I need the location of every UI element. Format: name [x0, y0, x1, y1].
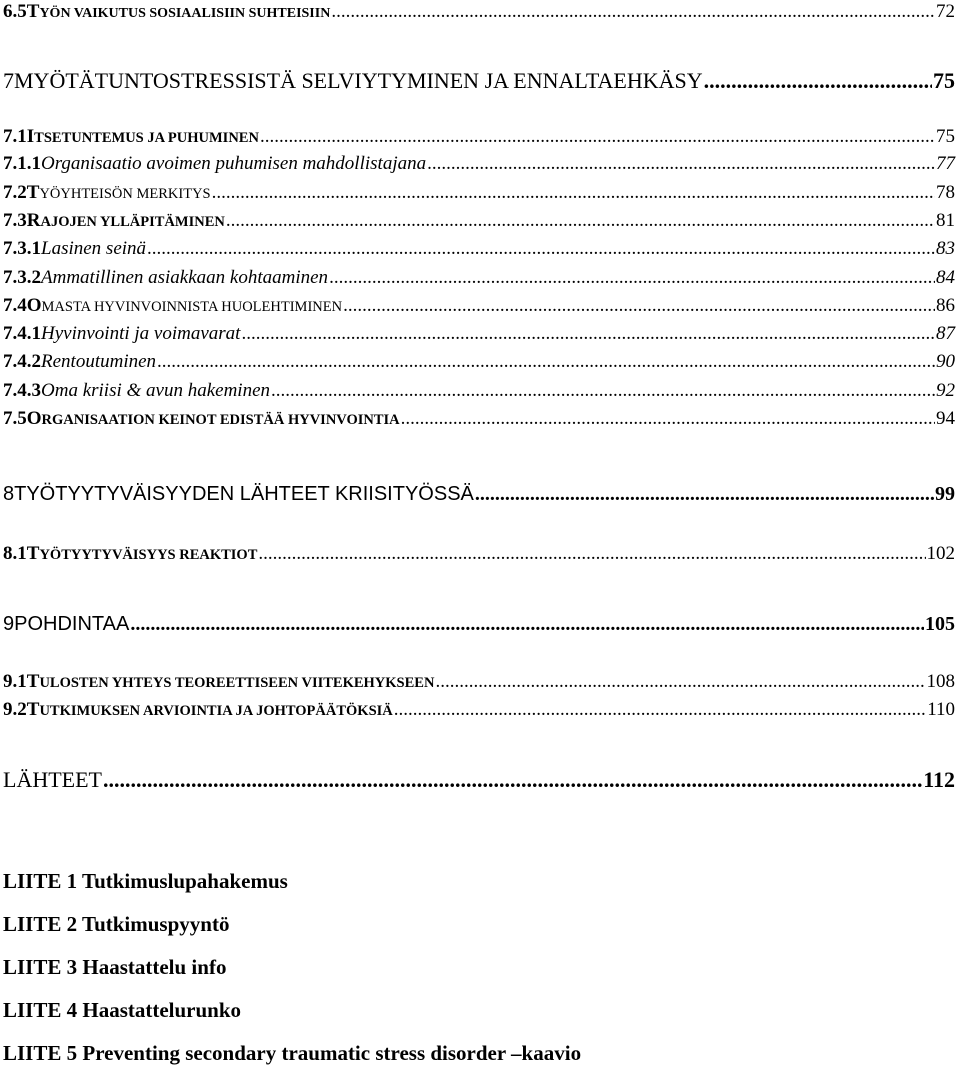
- toc-page-number: 78: [936, 182, 955, 203]
- dot-leader: [258, 544, 925, 563]
- dot-leader: [704, 70, 932, 92]
- toc-number: 7.4: [3, 295, 27, 316]
- toc-entry-7-4-1[interactable]: [3, 324, 955, 343]
- dot-leader: [271, 381, 935, 400]
- toc-title: POHDINTAA: [14, 613, 130, 635]
- toc-entry-9[interactable]: [3, 614, 955, 634]
- toc-title: Organisaatio avoimen puhumisen mahdollistajana: [41, 153, 427, 174]
- toc-page-number: 90: [936, 351, 955, 372]
- dot-leader: [103, 769, 922, 791]
- dot-leader: [329, 268, 935, 287]
- toc-entry-7[interactable]: [3, 70, 955, 92]
- toc-title-initial: T: [26, 182, 40, 203]
- toc-title-initial: T: [26, 543, 40, 564]
- toc-entry-7-5[interactable]: [3, 409, 955, 428]
- toc-page-number: 75: [936, 126, 955, 147]
- toc-page-number: 105: [925, 613, 955, 635]
- toc-page-number: 108: [926, 671, 955, 692]
- toc-number: 7.1.1: [3, 153, 41, 174]
- toc-page-number: 84: [936, 267, 955, 288]
- toc-number: 7.1: [3, 126, 27, 147]
- dot-leader: [435, 672, 925, 691]
- dot-leader: [226, 211, 935, 230]
- toc-number: 7.4.2: [3, 351, 41, 372]
- toc-page-number: 81: [936, 210, 955, 231]
- toc-title-initial: T: [26, 699, 40, 720]
- toc-number: 7.4.3: [3, 380, 41, 401]
- toc-number: 8: [3, 483, 15, 505]
- toc-title: AJOJEN YLLÄPITÄMINEN: [40, 214, 225, 230]
- toc-number: 7.3.1: [3, 238, 41, 259]
- toc-title: TSETUNTEMUS JA PUHUMINEN: [34, 130, 259, 146]
- toc-page-number: 112: [923, 767, 955, 792]
- appendix-5[interactable]: LIITE 5 Preventing secondary traumatic stress disorder –kaavio: [3, 1041, 582, 1065]
- toc-entry-8-1[interactable]: [3, 544, 955, 563]
- toc-page-number: 94: [936, 408, 955, 429]
- toc-page-number: 92: [936, 380, 955, 401]
- toc-entry-7-3[interactable]: [3, 211, 955, 230]
- toc-entry-7-3-2[interactable]: [3, 268, 955, 287]
- toc-page-number: 102: [926, 543, 955, 564]
- toc-number: 7.3.2: [3, 267, 41, 288]
- toc-title: YÖYHTEISÖN MERKITYS: [39, 186, 211, 202]
- dot-leader: [475, 484, 934, 504]
- toc-number: 7: [3, 68, 14, 93]
- toc-page-number: 83: [936, 238, 955, 259]
- appendix-3[interactable]: LIITE 3 Haastattelu info: [3, 955, 227, 979]
- toc-title-initial: R: [26, 210, 41, 231]
- toc-entry-lahteet[interactable]: [3, 769, 955, 791]
- dot-leader: [241, 324, 935, 343]
- appendix-2[interactable]: LIITE 2 Tutkimuspyyntö: [3, 912, 230, 936]
- toc-title-initial: T: [26, 1, 40, 22]
- dot-leader: [147, 239, 935, 258]
- dot-leader: [343, 296, 935, 315]
- toc-number: 9.1: [3, 671, 27, 692]
- toc-title: Rentoutuminen: [41, 351, 157, 372]
- toc-page-number: 72: [936, 1, 955, 22]
- toc-page-number: 77: [936, 153, 955, 174]
- toc-number: 7.5: [3, 408, 27, 429]
- toc-title: YÖTYYTYVÄISYYS REAKTIOT: [39, 547, 258, 563]
- toc-title: Ammatillinen asiakkaan kohtaaminen: [41, 267, 329, 288]
- dot-leader: [331, 2, 935, 21]
- dot-leader: [130, 614, 924, 634]
- toc-title: Lasinen seinä: [41, 238, 147, 259]
- toc-entry-6-5[interactable]: [3, 2, 955, 21]
- dot-leader: [427, 154, 935, 173]
- appendix-1[interactable]: LIITE 1 Tutkimuslupahakemus: [3, 869, 288, 893]
- toc-title: UTKIMUKSEN ARVIOINTIA JA JOHTOPÄÄTÖKSIÄ: [39, 703, 393, 719]
- toc-entry-7-2[interactable]: [3, 183, 955, 202]
- toc-page-number: 75: [933, 68, 955, 93]
- toc-title-initial: I: [26, 126, 35, 147]
- toc-entry-7-1[interactable]: [3, 127, 955, 146]
- toc-entry-7-4-2[interactable]: [3, 352, 955, 371]
- dot-leader: [394, 700, 926, 719]
- toc-title-initial: O: [26, 295, 42, 316]
- toc-entry-9-2[interactable]: [3, 700, 955, 719]
- appendix-4[interactable]: LIITE 4 Haastattelurunko: [3, 998, 242, 1022]
- toc-title: LÄHTEET: [3, 767, 102, 792]
- toc-title: Oma kriisi & avun hakeminen: [41, 380, 271, 401]
- toc-number: 7.3: [3, 210, 27, 231]
- toc-number: 7.2: [3, 182, 27, 203]
- toc-page-number: 86: [936, 295, 955, 316]
- toc-page-number: 110: [927, 699, 955, 720]
- dot-leader: [157, 352, 935, 371]
- toc-entry-8[interactable]: [3, 484, 955, 504]
- toc-title: TYÖTYYTYVÄISYYDEN LÄHTEET KRIISITYÖSSÄ: [14, 483, 474, 505]
- toc-number: 7.4.1: [3, 323, 41, 344]
- toc-number: 9.2: [3, 699, 27, 720]
- toc-title: MYÖTÄTUNTOSTRESSISTÄ SELVIYTYMINEN JA ENNALTAEHKÄSY: [14, 68, 703, 93]
- toc-title: YÖN VAIKUTUS SOSIAALISIIN SUHTEISIIN: [39, 6, 331, 21]
- dot-leader: [212, 183, 935, 202]
- toc-number: 8.1: [3, 543, 27, 564]
- toc-page-number: 99: [935, 483, 955, 505]
- toc-number: 6.5: [3, 1, 27, 22]
- dot-leader: [260, 127, 935, 146]
- toc-entry-7-1-1[interactable]: [3, 154, 955, 173]
- toc-title-initial: T: [26, 671, 40, 692]
- toc-title: RGANISAATION KEINOT EDISTÄÄ HYVINVOINTIA: [41, 412, 400, 428]
- toc-title: Hyvinvointi ja voimavarat: [41, 323, 241, 344]
- toc-entry-7-4-3[interactable]: [3, 381, 955, 400]
- toc-entry-7-4[interactable]: [3, 296, 955, 315]
- toc-title: MASTA HYVINVOINNISTA HUOLEHTIMINEN: [41, 299, 343, 315]
- toc-entry-7-3-1[interactable]: [3, 239, 955, 258]
- dot-leader: [401, 409, 935, 428]
- toc-title-initial: O: [26, 408, 42, 429]
- toc-title: ULOSTEN YHTEYS TEOREETTISEEN VIITEKEHYKSEEN: [39, 675, 435, 691]
- toc-page-number: 87: [936, 323, 955, 344]
- toc-number: 9: [3, 613, 15, 635]
- toc-entry-9-1[interactable]: [3, 672, 955, 691]
